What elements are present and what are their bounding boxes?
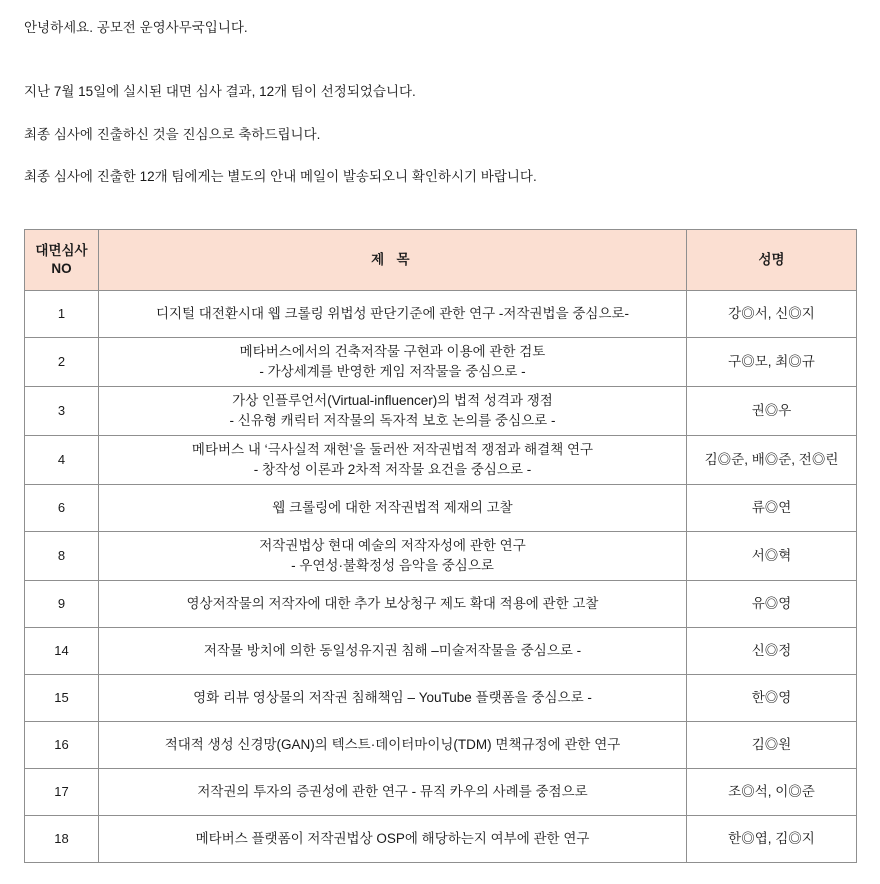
intro-paragraphs bbox=[24, 82, 856, 187]
cell-no: 2 bbox=[25, 338, 99, 387]
title-line: 저작물 방치에 의한 동일성유지권 침해 –미술저작물을 중심으로 - bbox=[203, 642, 582, 658]
table-header-row bbox=[25, 230, 857, 291]
title-line: 저작권의 투자의 증권성에 관한 연구 - 뮤직 카우의 사례를 중점으로 bbox=[197, 783, 588, 799]
cell-no: 15 bbox=[25, 675, 99, 722]
table-body bbox=[25, 291, 857, 863]
cell-title bbox=[99, 722, 687, 769]
table-row bbox=[25, 581, 857, 628]
cell-title bbox=[99, 675, 687, 722]
table-row bbox=[25, 387, 857, 436]
title-line: - 신유형 캐릭터 저작물의 독자적 보호 논의를 중심으로 - bbox=[229, 413, 556, 428]
column-header-no-line2: NO bbox=[51, 261, 72, 276]
cell-no: 16 bbox=[25, 722, 99, 769]
cell-title bbox=[99, 291, 687, 338]
column-header-no bbox=[25, 230, 99, 291]
cell-no: 3 bbox=[25, 387, 99, 436]
table-row bbox=[25, 722, 857, 769]
cell-title bbox=[99, 485, 687, 532]
cell-no: 4 bbox=[25, 436, 99, 485]
cell-title bbox=[99, 532, 687, 581]
results-table bbox=[24, 229, 857, 863]
table-row bbox=[25, 816, 857, 863]
title-line: 영화 리뷰 영상물의 저작권 침해책임 – YouTube 플랫폼을 중심으로 - bbox=[193, 689, 592, 705]
title-line: - 가상세계를 반영한 게임 저작물을 중심으로 - bbox=[259, 364, 526, 379]
title-line: 웹 크롤링에 대한 저작권법적 제재의 고찰 bbox=[272, 499, 513, 515]
column-header-name: 성명 bbox=[687, 230, 857, 291]
table-row bbox=[25, 769, 857, 816]
cell-title bbox=[99, 769, 687, 816]
title-line: - 우연성·불확정성 음악을 중심으로 bbox=[291, 558, 494, 573]
table-row bbox=[25, 338, 857, 387]
column-header-no-line1: 대면심사 bbox=[35, 242, 88, 258]
cell-name: 신◎정 bbox=[687, 628, 857, 675]
cell-no: 8 bbox=[25, 532, 99, 581]
cell-name: 구◎모, 최◎규 bbox=[687, 338, 857, 387]
cell-no: 14 bbox=[25, 628, 99, 675]
cell-title bbox=[99, 436, 687, 485]
cell-name: 서◎혁 bbox=[687, 532, 857, 581]
cell-title bbox=[99, 581, 687, 628]
title-line: 메타버스 플랫폼이 저작권법상 OSP에 해당하는지 여부에 관한 연구 bbox=[195, 830, 590, 846]
column-header-title-text: 제 목 bbox=[371, 251, 414, 267]
greeting-paragraph: 안녕하세요. 공모전 운영사무국입니다. bbox=[24, 20, 248, 35]
title-line: 영상저작물의 저작자에 대한 추가 보상청구 제도 확대 적용에 관한 고찰 bbox=[186, 595, 599, 611]
intro-line-1: 지난 7월 15일에 실시된 대면 심사 결과, 12개 팀이 선정되었습니다. bbox=[24, 84, 416, 100]
intro-line-2: 최종 심사에 진출하신 것을 진심으로 축하드립니다. bbox=[24, 126, 321, 142]
title-line: 메타버스에서의 건축저작물 구현과 이용에 관한 검토 bbox=[239, 343, 546, 359]
table-row bbox=[25, 532, 857, 581]
table-row bbox=[25, 628, 857, 675]
table-header bbox=[25, 230, 857, 291]
title-line: 저작권법상 현대 예술의 저작자성에 관한 연구 bbox=[259, 537, 526, 553]
title-line: 디지털 대전환시대 웹 크롤링 위법성 판단기준에 관한 연구 -저작권법을 중심으로- bbox=[155, 305, 630, 321]
table-row bbox=[25, 675, 857, 722]
table-row bbox=[25, 291, 857, 338]
cell-name: 류◎연 bbox=[687, 485, 857, 532]
cell-name: 김◎원 bbox=[687, 722, 857, 769]
table-row bbox=[25, 436, 857, 485]
cell-title bbox=[99, 816, 687, 863]
cell-name: 한◎영 bbox=[687, 675, 857, 722]
title-line: - 창작성 이론과 2차적 저작물 요건을 중심으로 - bbox=[253, 462, 532, 477]
cell-name: 유◎영 bbox=[687, 581, 857, 628]
cell-name: 한◎엽, 김◎지 bbox=[687, 816, 857, 863]
cell-name: 권◎우 bbox=[687, 387, 857, 436]
cell-no: 9 bbox=[25, 581, 99, 628]
cell-name: 강◎서, 신◎지 bbox=[687, 291, 857, 338]
title-line: 적대적 생성 신경망(GAN)의 텍스트·데이터마이닝(TDM) 면책규정에 관한 연구 bbox=[164, 736, 621, 752]
cell-name: 조◎석, 이◎준 bbox=[687, 769, 857, 816]
cell-title bbox=[99, 338, 687, 387]
cell-title bbox=[99, 387, 687, 436]
intro-line-3: 최종 심사에 진출한 12개 팀에게는 별도의 안내 메일이 발송되오니 확인하시기 바랍니다. bbox=[24, 168, 537, 184]
cell-title bbox=[99, 628, 687, 675]
results-table-wrapper bbox=[24, 229, 856, 863]
cell-no: 17 bbox=[25, 769, 99, 816]
cell-no: 18 bbox=[25, 816, 99, 863]
column-header-title bbox=[99, 230, 687, 291]
title-line: 메타버스 내 ‘극사실적 재현’을 둘러싼 저작권법적 쟁점과 해결책 연구 bbox=[191, 441, 594, 457]
cell-no: 1 bbox=[25, 291, 99, 338]
cell-no: 6 bbox=[25, 485, 99, 532]
cell-name: 김◎준, 배◎준, 전◎린 bbox=[687, 436, 857, 485]
title-line: 가상 인플루언서(Virtual-influencer)의 법적 성격과 쟁점 bbox=[232, 392, 553, 408]
table-row bbox=[25, 485, 857, 532]
